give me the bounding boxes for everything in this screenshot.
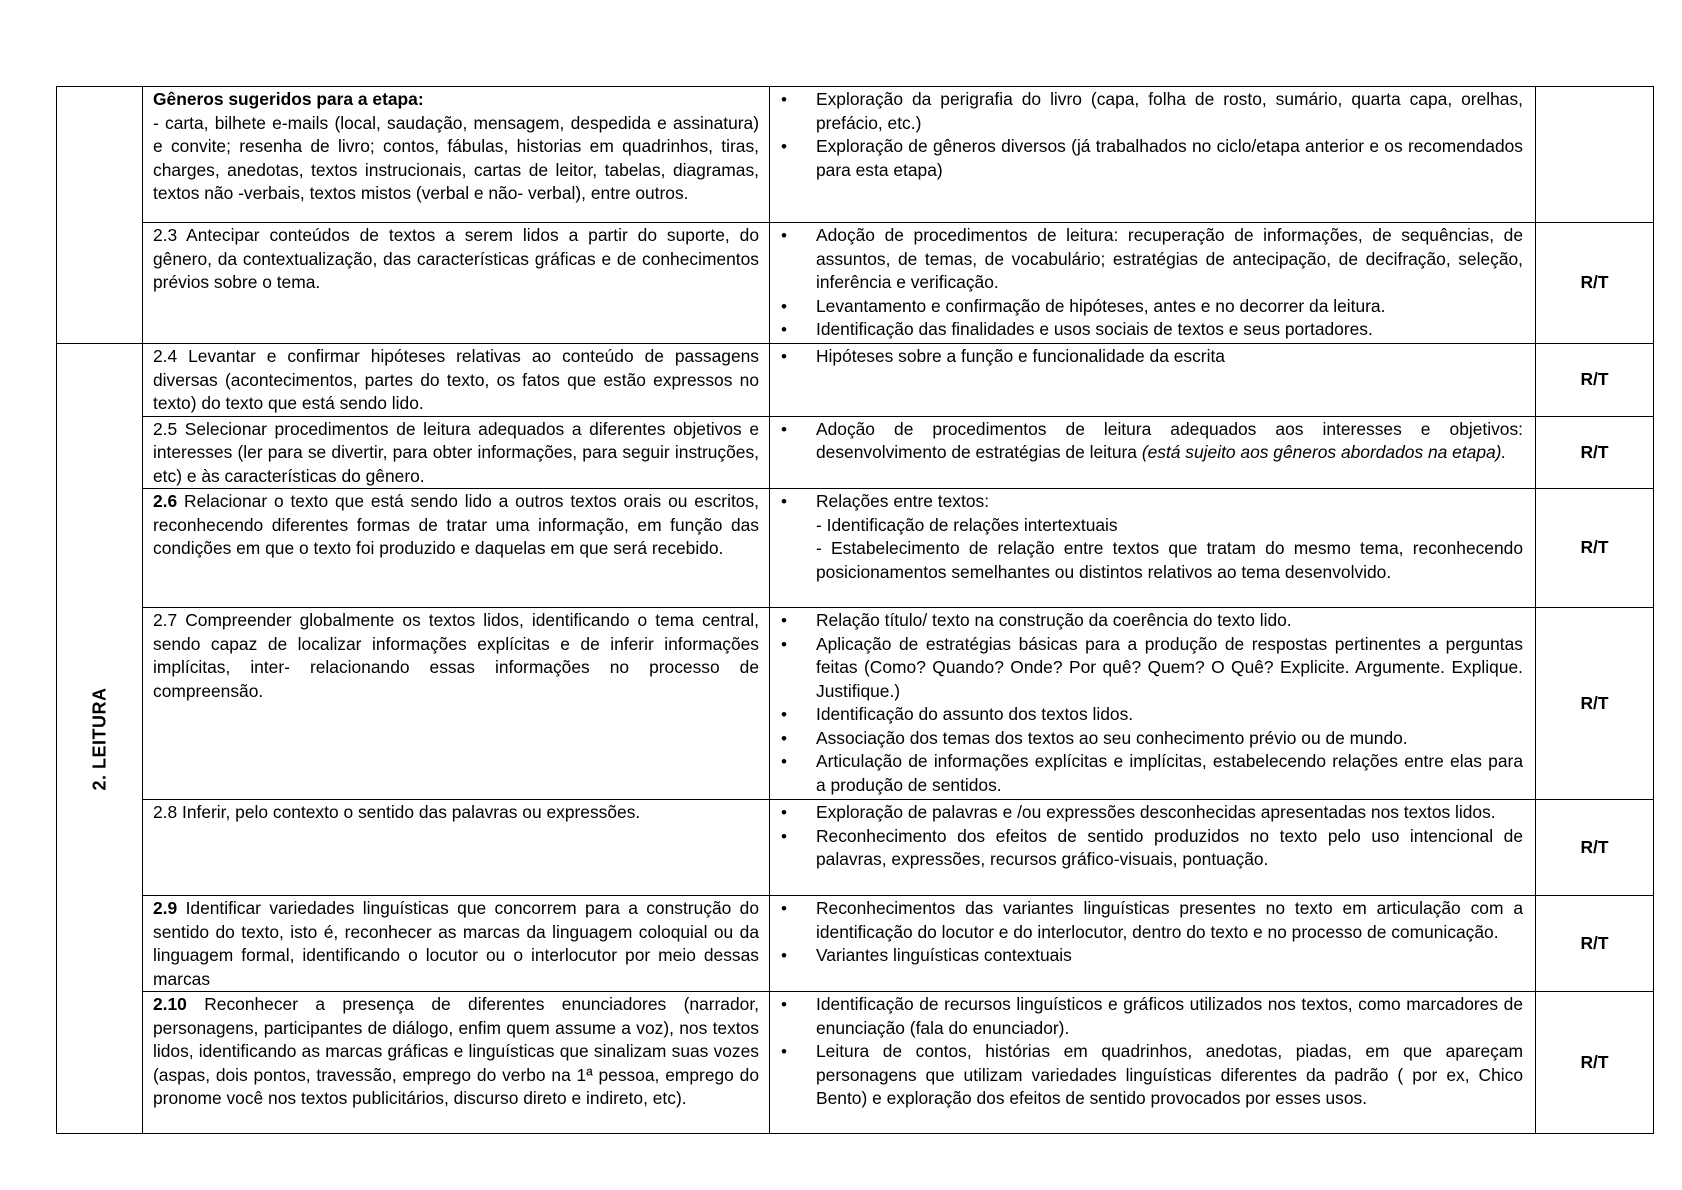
section-cell-blank: [57, 87, 143, 344]
content-bullet: • Reconhecimento dos efeitos de sentido produzidos no texto pelo uso intencional de palavras, expressões, recursos gráfico-visuais, pontuação.: [770, 825, 1523, 872]
content-bullet: • Identificação de recursos linguísticos e gráficos utilizados nos textos, como marcadores de enunciação (fala do enunciador).: [770, 993, 1523, 1040]
objective-cell: [143, 87, 770, 223]
content-bullet: • Exploração da perigrafia do livro (capa, folha de rosto, sumário, quarta capa, orelhas, prefácio, etc.): [770, 88, 1523, 135]
objective-text: Reconhecer a presença de diferentes enunciadores (narrador, personagens, participantes de diálogo, enfim quem assume a voz), nos textos lidos, identificando as marcas gráficas e linguísticas que sinalizam suas vozes (aspas, dois pontos, travessão, emprego do verbo na 1ª pessoa, emprego do pronome você nos textos publicitários, discurso direto e indireto, etc).: [153, 994, 759, 1108]
evaluation-cell: [1536, 87, 1654, 223]
table-row: [57, 896, 1654, 992]
evaluation-cell: R/T: [1536, 416, 1654, 489]
content-bullet: • Relação título/ texto na construção da coerência do texto lido.: [770, 609, 1523, 633]
content-bullet: • Associação dos temas dos textos ao seu conhecimento prévio ou de mundo.: [770, 727, 1523, 751]
content-bullet: • Exploração de gêneros diversos (já trabalhados no ciclo/etapa anterior e os recomendados para esta etapa): [770, 135, 1523, 182]
evaluation-cell: R/T: [1536, 344, 1654, 417]
evaluation-cell: R/T: [1536, 800, 1654, 896]
objective-cell: [143, 416, 770, 489]
section-label: 2. LEITURA: [88, 686, 109, 791]
content-subitem: - Identificação de relações intertextuais: [816, 514, 1118, 535]
objective-number: 2.10: [153, 994, 187, 1014]
content-italic-note: (está sujeito aos gêneros abordados na etapa).: [1141, 442, 1507, 462]
content-bullet: • Hipóteses sobre a função e funcionalidade da escrita: [770, 345, 1523, 369]
section-cell: [57, 344, 143, 1134]
table-row: [57, 344, 1654, 417]
objective-text: Relacionar o texto que está sendo lido a outros textos orais ou escritos, reconhecendo diferentes formas de tratar uma informação, em função das condições em que o texto foi produzido e daquelas em que será recebido.: [153, 491, 759, 558]
content-bullet: • Leitura de contos, histórias em quadrinhos, anedotas, piadas, em que apareçam personagens que utilizam variedades linguísticas diferentes da padrão ( por ex, Chico Bento) e exploração dos efeitos de sentido provocados por esses usos.: [770, 1040, 1523, 1111]
objective-cell: [143, 223, 770, 344]
objective-text: 2.7 Compreender globalmente os textos lidos, identificando o tema central, sendo capaz de localizar informações explícitas e de inferir informações implícitas, inter- relacionando essas informações no processo de compreensão.: [153, 610, 759, 701]
content-bullet: • Articulação de informações explícitas e implícitas, estabelecendo relações entre elas para a produção de sentidos.: [770, 750, 1523, 797]
objective-cell: [143, 800, 770, 896]
content-cell: [770, 608, 1536, 800]
objective-number: 2.9: [153, 898, 178, 918]
objective-text: - carta, bilhete e-mails (local, saudação, mensagem, despedida e assinatura) e convite; resenha de livro; contos, fábulas, historias em quadrinhos, tiras, charges, anedotas, textos instrucionais, cartas de leitor, tabelas, diagramas, textos não -verbais, textos mistos (verbal e não- verbal), entre outros.: [153, 112, 759, 203]
objective-cell: [143, 489, 770, 608]
objective-text: 2.3 Antecipar conteúdos de textos a serem lidos a partir do suporte, do gênero, da contextualização, das características gráficas e de conhecimentos prévios sobre o tema.: [153, 225, 759, 292]
objective-text: 2.5 Selecionar procedimentos de leitura adequados a diferentes objetivos e interesses (ler para se divertir, para obter informações, para seguir instruções, etc) e às características do gênero.: [153, 418, 759, 486]
content-bullet: • Reconhecimentos das variantes linguísticas presentes no texto em articulação com a identificação do locutor e do interlocutor, dentro do texto e no processo de comunicação.: [770, 897, 1523, 944]
content-bullet: [770, 418, 1523, 465]
content-bullet: • Levantamento e confirmação de hipóteses, antes e no decorrer da leitura.: [770, 295, 1523, 319]
table-row: [57, 223, 1654, 344]
objective-number: 2.6: [153, 491, 178, 511]
evaluation-cell: R/T: [1536, 992, 1654, 1134]
curriculum-table: [56, 86, 1654, 1134]
content-cell: [770, 344, 1536, 417]
content-cell: [770, 87, 1536, 223]
objective-text: Identificar variedades linguísticas que concorrem para a construção do sentido do texto, isto é, reconhecer as marcas da linguagem coloquial ou da linguagem formal, identificando o locutor ou o interlocutor por meio dessas marcas: [153, 898, 759, 989]
objective-text: 2.8 Inferir, pelo contexto o sentido das palavras ou expressões.: [153, 802, 641, 822]
content-bullet: • Identificação do assunto dos textos lidos.: [770, 703, 1523, 727]
table-row: [57, 87, 1654, 223]
evaluation-cell: R/T: [1536, 223, 1654, 344]
evaluation-cell: R/T: [1536, 608, 1654, 800]
content-cell: [770, 992, 1536, 1134]
content-bullet: • Identificação das finalidades e usos sociais de textos e seus portadores.: [770, 318, 1523, 342]
genres-heading: Gêneros sugeridos para a etapa:: [153, 89, 424, 109]
content-cell: [770, 223, 1536, 344]
content-title: • Relações entre textos:: [816, 491, 990, 511]
content-bullet: • Adoção de procedimentos de leitura: recuperação de informações, de sequências, de assuntos, de temas, de vocabulário; estratégias de antecipação, de decifração, seleção, inferência e verificação.: [770, 224, 1523, 295]
content-cell: [770, 800, 1536, 896]
evaluation-cell: R/T: [1536, 489, 1654, 608]
content-bullet: • Variantes linguísticas contextuais: [770, 944, 1523, 968]
objective-text: 2.4 Levantar e confirmar hipóteses relativas ao conteúdo de passagens diversas (acontecimentos, partes do texto, os fatos que estão expressos no texto) do texto que está sendo lido.: [153, 346, 759, 413]
objective-cell: [143, 344, 770, 417]
content-cell: [770, 416, 1536, 489]
content-cell: [770, 896, 1536, 992]
content-text: Adoção de procedimentos de leitura adequados aos interesses e objetivos: desenvolvimento de estratégias de leitura: [816, 418, 1523, 462]
objective-cell: [143, 896, 770, 992]
table-row: [57, 608, 1654, 800]
content-bullet: • Aplicação de estratégias básicas para a produção de respostas pertinentes a perguntas feitas (Como? Quando? Onde? Por quê? Quem? O Quê? Explicite. Argumente. Explique. Justifique.): [770, 633, 1523, 704]
objective-cell: [143, 608, 770, 800]
content-cell: [770, 489, 1536, 608]
table-row: [57, 992, 1654, 1134]
table-row: [57, 416, 1654, 489]
table-row: [57, 489, 1654, 608]
content-subitem: - Estabelecimento de relação entre textos que tratam do mesmo tema, reconhecendo posicionamentos semelhantes ou distintos relativos ao tema desenvolvido.: [816, 538, 1523, 582]
content-bullet: • Exploração de palavras e /ou expressões desconhecidas apresentadas nos textos lidos.: [770, 801, 1523, 825]
objective-cell: [143, 992, 770, 1134]
evaluation-cell: R/T: [1536, 896, 1654, 992]
table-row: [57, 800, 1654, 896]
content-bullet: [770, 490, 1523, 584]
